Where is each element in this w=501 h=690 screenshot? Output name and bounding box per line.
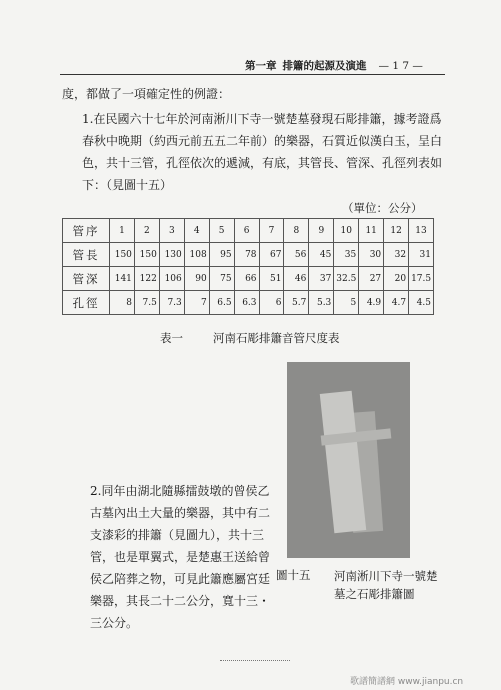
table-cell: 20 xyxy=(384,267,409,291)
table-cell: 8 xyxy=(110,291,135,315)
table-cell: 32.5 xyxy=(334,267,359,291)
table-caption-label: 表一 xyxy=(160,331,183,345)
figure-caption: 河南淅川下寺一號楚墓之石彫排簫圖 xyxy=(334,569,438,601)
table-cell: 1 xyxy=(110,219,135,243)
table-cell: 106 xyxy=(159,267,184,291)
table-cell: 5 xyxy=(334,291,359,315)
table-cell: 31 xyxy=(409,243,434,267)
table-cell: 7.3 xyxy=(159,291,184,315)
footer-rule xyxy=(220,660,290,661)
table-cell: 45 xyxy=(309,243,334,267)
table-cell: 30 xyxy=(359,243,384,267)
table-cell: 32 xyxy=(384,243,409,267)
table-cell: 7.5 xyxy=(134,291,159,315)
table-cell: 130 xyxy=(159,243,184,267)
table-cell: 4.5 xyxy=(409,291,434,315)
table-cell: 3 xyxy=(159,219,184,243)
row-header: 管長 xyxy=(63,243,110,267)
table-cell: 6.3 xyxy=(234,291,259,315)
running-header xyxy=(245,58,440,73)
table-cell: 9 xyxy=(309,219,334,243)
table-cell: 5.7 xyxy=(284,291,309,315)
table-row xyxy=(63,267,434,291)
table-cell: 12 xyxy=(384,219,409,243)
table-row xyxy=(63,243,434,267)
table-cell: 141 xyxy=(110,267,135,291)
table-cell: 78 xyxy=(234,243,259,267)
table-cell: 75 xyxy=(209,267,234,291)
chapter-title: 排簫的起源及演進 xyxy=(282,60,367,72)
row-header: 管序 xyxy=(63,219,110,243)
table-cell: 67 xyxy=(259,243,284,267)
table-cell: 35 xyxy=(334,243,359,267)
page-number: — 1 7 — xyxy=(378,60,423,72)
table-cell: 37 xyxy=(309,267,334,291)
table-cell: 11 xyxy=(359,219,384,243)
table-cell: 17.5 xyxy=(409,267,434,291)
row-header: 管深 xyxy=(63,267,110,291)
figure-label: 圖十五 xyxy=(276,568,311,582)
table-cell: 6 xyxy=(234,219,259,243)
table-cell: 122 xyxy=(134,267,159,291)
pipe-dimension-table xyxy=(62,218,434,315)
table-row xyxy=(63,291,434,315)
table-caption xyxy=(160,330,340,346)
paragraph-item-1: 1.在民國六十七年於河南淅川下寺一號楚墓發現石彫排簫，據考證爲春秋中晚期（約西元前五五二年前）的樂器，石質近似漢白玉，呈白色，共十三管，孔徑依次的遞減，有底，其管長、管深、孔徑列表如下：（見圖十五） xyxy=(82,112,443,192)
paragraph-item-2: 2.同年由湖北隨縣擂鼓墩的曾侯乙古墓內出土大量的樂器，其中有二支漆彩的排簫（見圖九），共十三管，也是單翼式，是楚惠王送給曾侯乙陪葬之物，可見此簫應屬宮廷樂器，其長二十二公分，寬十三・三公分。 xyxy=(90,484,271,630)
table-caption-text: 河南石彫排簫音管尺度表 xyxy=(213,331,340,345)
table-cell: 66 xyxy=(234,267,259,291)
table-cell: 51 xyxy=(259,267,284,291)
row-header: 孔徑 xyxy=(63,291,110,315)
table-cell: 7 xyxy=(184,291,209,315)
table-cell: 150 xyxy=(134,243,159,267)
header-rule xyxy=(60,74,445,75)
chapter-number: 第一章 xyxy=(245,60,277,72)
table-cell: 13 xyxy=(409,219,434,243)
table-cell: 46 xyxy=(284,267,309,291)
table-cell: 4 xyxy=(184,219,209,243)
table-cell: 95 xyxy=(209,243,234,267)
table-cell: 4.9 xyxy=(359,291,384,315)
table-cell: 56 xyxy=(284,243,309,267)
table-unit: （單位：公分） xyxy=(342,201,423,215)
site-watermark: 歌譜簡譜網 www.jianpu.cn xyxy=(350,677,464,687)
table-cell: 7 xyxy=(259,219,284,243)
table-cell: 5.3 xyxy=(309,291,334,315)
table-cell: 108 xyxy=(184,243,209,267)
table-cell: 90 xyxy=(184,267,209,291)
table-cell: 6.5 xyxy=(209,291,234,315)
table-cell: 4.7 xyxy=(384,291,409,315)
table-cell: 27 xyxy=(359,267,384,291)
table-cell: 8 xyxy=(284,219,309,243)
stone-panpipe-photo xyxy=(287,362,410,558)
table-cell: 150 xyxy=(110,243,135,267)
table-cell: 5 xyxy=(209,219,234,243)
intro-paragraph-end: 度，都做了一項確定性的例證： xyxy=(62,87,231,101)
table-cell: 2 xyxy=(134,219,159,243)
table-cell: 10 xyxy=(334,219,359,243)
table-cell: 6 xyxy=(259,291,284,315)
table-row xyxy=(63,219,434,243)
